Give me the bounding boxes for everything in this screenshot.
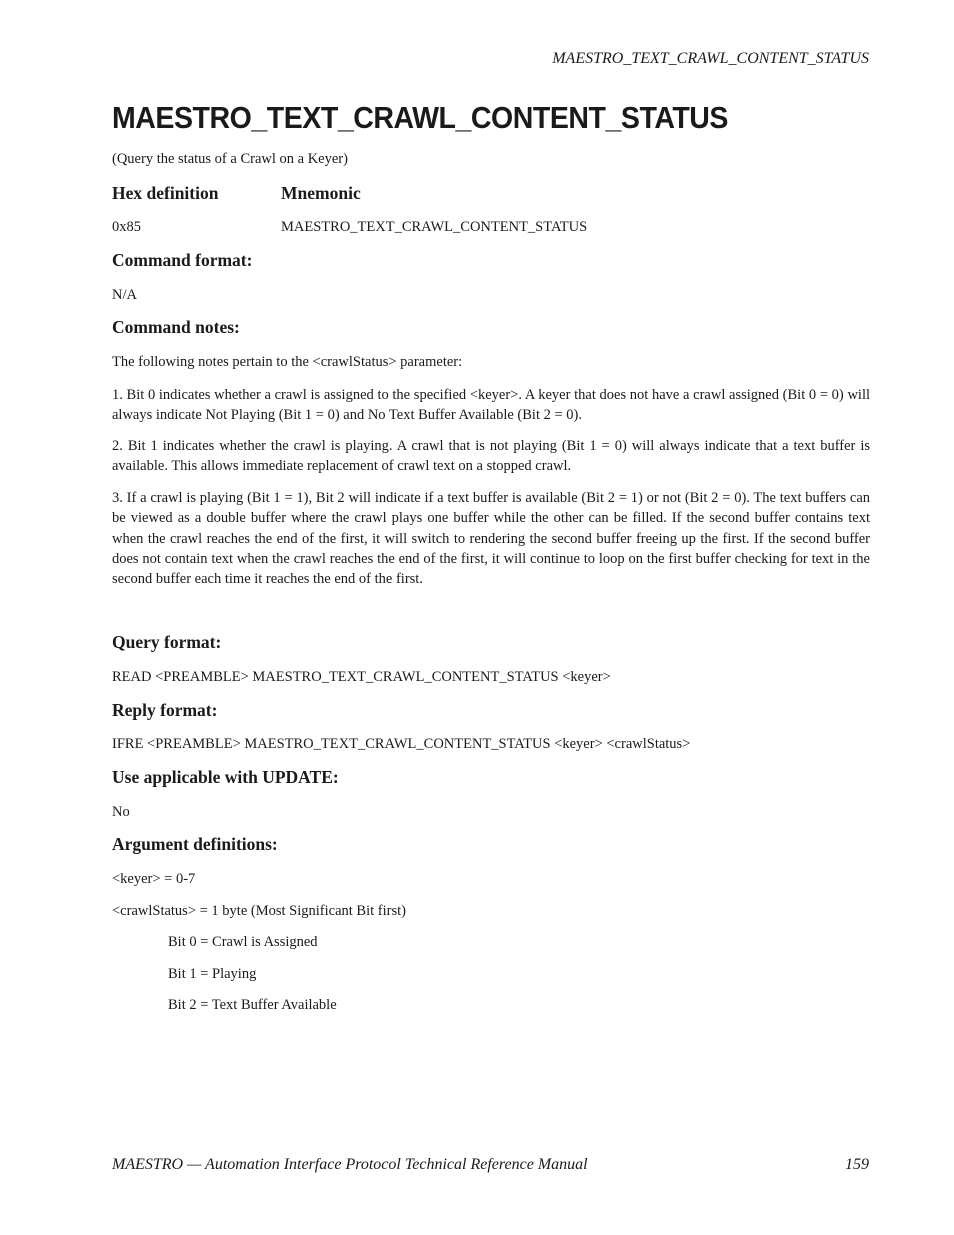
reply-format-heading: Reply format: — [112, 700, 218, 720]
bit-1-definition: Bit 1 = Playing — [168, 966, 257, 982]
command-note-2: 2. Bit 1 indicates whether the crawl is playing. A crawl that is not playing (Bit 1 = 0) will always indicate that a text buffer is available. This allows immediate replacement of crawl text on a stopped crawl. — [112, 438, 870, 475]
page-subtitle: (Query the status of a Crawl on a Keyer) — [112, 151, 348, 167]
page-title: MAESTRO_TEXT_CRAWL_CONTENT_STATUS — [112, 100, 728, 135]
command-notes-intro: The following notes pertain to the <crawlStatus> parameter: — [112, 354, 463, 370]
command-format-heading: Command format: — [112, 250, 253, 270]
footer-manual-title: MAESTRO — Automation Interface Protocol Technical Reference Manual — [112, 1156, 588, 1173]
footer-page-number: 159 — [845, 1156, 869, 1173]
bit-0-definition: Bit 0 = Crawl is Assigned — [168, 934, 318, 950]
reply-format-value: IFRE <PREAMBLE> MAESTRO_TEXT_CRAWL_CONTENT_STATUS <keyer> <crawlStatus> — [112, 736, 691, 752]
running-header: MAESTRO_TEXT_CRAWL_CONTENT_STATUS — [552, 50, 869, 67]
command-format-value: N/A — [112, 287, 137, 303]
query-format-value: READ <PREAMBLE> MAESTRO_TEXT_CRAWL_CONTENT_STATUS <keyer> — [112, 669, 611, 685]
argument-definitions-heading: Argument definitions: — [112, 834, 278, 854]
crawl-status-argument: <crawlStatus> = 1 byte (Most Significant Bit first) — [112, 903, 406, 919]
update-heading: Use applicable with UPDATE: — [112, 767, 339, 787]
bit-2-definition: Bit 2 = Text Buffer Available — [168, 997, 337, 1013]
query-format-heading: Query format: — [112, 632, 222, 652]
command-note-3: 3. If a crawl is playing (Bit 1 = 1), Bit 2 will indicate if a text buffer is available (Bit 2 = 1) or not (Bit 2 = 0). The text buffers can be viewed as a double buffer where the crawl plays one buffer while the other can be filled. If the second buffer contains text when the crawl reaches the end of the first, it will switch to rendering the second buffer freeing up the first. If the second buffer does not contain text when the crawl reaches the end of the first, it will continue to loop on the first buffer checking for text in the second buffer each time it reaches the end of the first. — [112, 490, 870, 588]
command-note-1: 1. Bit 0 indicates whether a crawl is assigned to the specified <keyer>. A keyer that does not have a crawl assigned (Bit 0 = 0) will always indicate Not Playing (Bit 1 = 0) and No Text Buffer Available (Bit 2 = 0). — [112, 387, 870, 424]
mnemonic-header: Mnemonic — [281, 183, 361, 203]
command-notes-heading: Command notes: — [112, 317, 240, 337]
hex-value: 0x85 — [112, 219, 141, 235]
mnemonic-value: MAESTRO_TEXT_CRAWL_CONTENT_STATUS — [281, 219, 588, 235]
keyer-argument: <keyer> = 0-7 — [112, 871, 196, 887]
hex-definition-header: Hex definition — [112, 183, 219, 203]
update-value: No — [112, 804, 130, 820]
